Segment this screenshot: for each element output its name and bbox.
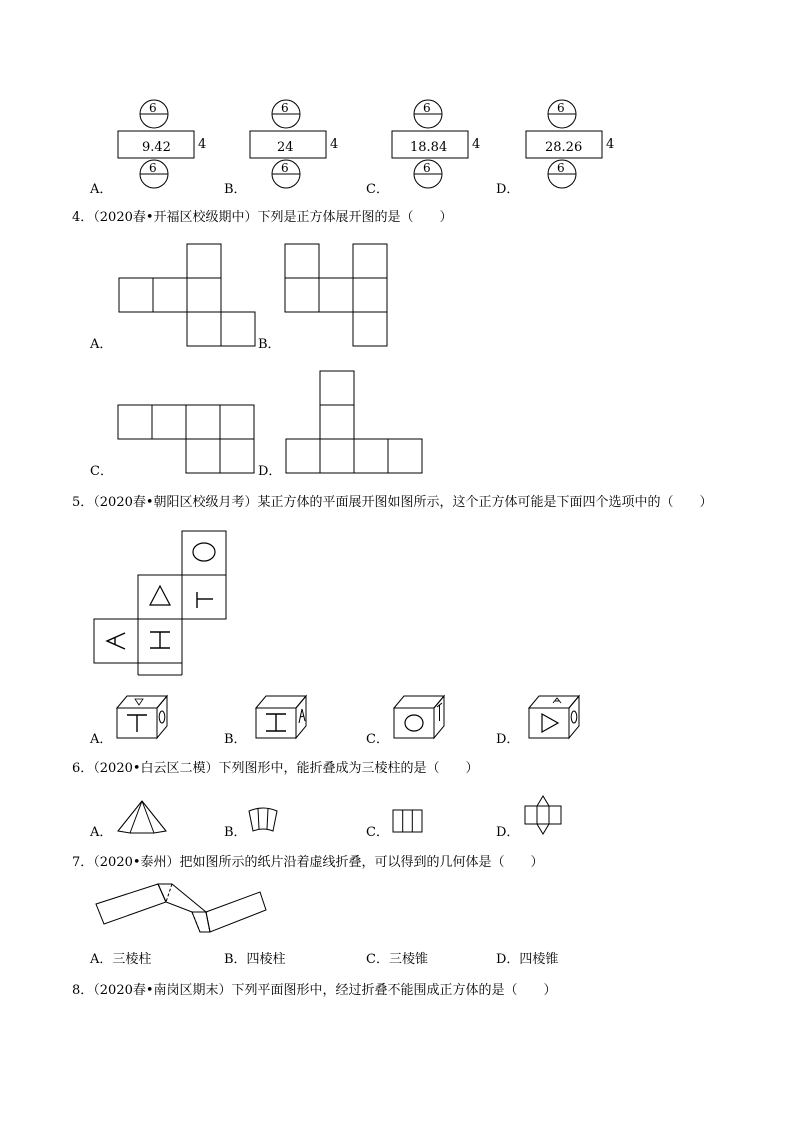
q4-option-a-net <box>118 243 258 347</box>
q3-c-top-circle: 6 <box>423 101 431 115</box>
q8-stem: 8．（2020春•南岗区期末）下列平面图形中，经过折叠不能围成正方体的是（ ） <box>72 983 557 998</box>
q5-option-b-cube <box>252 694 318 742</box>
q5-d-letter[interactable]: D． <box>496 732 520 747</box>
q3-a-top-circle: 6 <box>149 101 157 115</box>
q6-option-d-figure <box>524 794 564 836</box>
t-symbol-rotated <box>197 592 213 608</box>
q6-option-c-figure <box>392 809 426 835</box>
q6-a-letter[interactable]: A． <box>90 825 113 840</box>
triangle-symbol <box>150 586 170 605</box>
q4-option-b-net <box>284 243 394 347</box>
q3-c-rect-value: 18.84 <box>410 140 448 155</box>
q7-paper-strip <box>94 880 269 938</box>
q3-d-top-circle: 6 <box>557 101 565 115</box>
q3-a-bottom-circle: 6 <box>149 161 157 175</box>
q5-c-letter[interactable]: C． <box>366 732 389 747</box>
q4-c-letter[interactable]: C． <box>90 464 113 479</box>
q7-option-d[interactable]: D．四棱锥 <box>496 952 559 967</box>
q7-option-c[interactable]: C．三棱锥 <box>366 952 428 967</box>
q3-d-side-value: 4 <box>606 137 615 152</box>
q7-stem: 7．（2020•泰州）把如图所示的纸片沿着虚线折叠，可以得到的几何体是（ ） <box>72 855 544 870</box>
q6-c-letter[interactable]: C． <box>366 825 389 840</box>
q4-d-letter[interactable]: D． <box>258 464 282 479</box>
q5-b-letter[interactable]: B． <box>224 732 247 747</box>
q3-b-side-value: 4 <box>330 137 339 152</box>
q6-option-b-figure <box>247 805 281 835</box>
q5-cube-net <box>93 530 233 680</box>
q3-c-letter[interactable]: C． <box>366 182 389 197</box>
q7-option-b[interactable]: B．四棱柱 <box>224 952 286 967</box>
q5-option-d-cube <box>525 694 591 742</box>
q6-option-a-figure <box>116 799 170 835</box>
q3-d-letter[interactable]: D． <box>496 182 520 197</box>
q3-b-letter[interactable]: B． <box>224 182 247 197</box>
q4-b-letter[interactable]: B． <box>258 337 281 352</box>
h-symbol-rotated <box>150 632 170 648</box>
q7-option-a[interactable]: A．三棱柱 <box>90 952 152 967</box>
circle-symbol <box>193 543 215 561</box>
q5-stem: 5．（2020春•朝阳区校级月考）某正方体的平面展开图如图所示，这个正方体可能是下面四个选项中的（ ） <box>72 495 713 510</box>
q3-c-bottom-circle: 6 <box>423 161 431 175</box>
q3-b-top-circle: 6 <box>281 101 289 115</box>
q3-c-side-value: 4 <box>472 137 481 152</box>
a-symbol-rotated <box>107 633 125 649</box>
q3-d-bottom-circle: 6 <box>557 161 565 175</box>
q4-option-c-net <box>117 404 257 476</box>
q3-d-rect-value: 28.26 <box>545 140 583 155</box>
q3-a-rect-value: 9.42 <box>142 140 171 155</box>
q6-b-letter[interactable]: B． <box>224 825 247 840</box>
q5-option-a-cube <box>113 694 179 742</box>
q4-stem: 4．（2020春•开福区校级期中）下列是正方体展开图的是（ ） <box>72 210 453 225</box>
q3-a-side-value-text: 4 <box>198 137 207 152</box>
q4-option-d-net <box>285 370 425 476</box>
q6-stem: 6．（2020•白云区二模）下列图形中，能折叠成为三棱柱的是（ ） <box>72 761 479 776</box>
q3-b-rect-value: 24 <box>277 140 294 155</box>
q6-d-letter[interactable]: D． <box>496 825 520 840</box>
q5-a-letter[interactable]: A． <box>90 732 113 747</box>
q4-a-letter[interactable]: A． <box>90 337 113 352</box>
q5-option-c-cube <box>390 694 456 742</box>
q3-b-bottom-circle: 6 <box>281 161 289 175</box>
q3-a-letter[interactable]: A． <box>90 182 113 197</box>
